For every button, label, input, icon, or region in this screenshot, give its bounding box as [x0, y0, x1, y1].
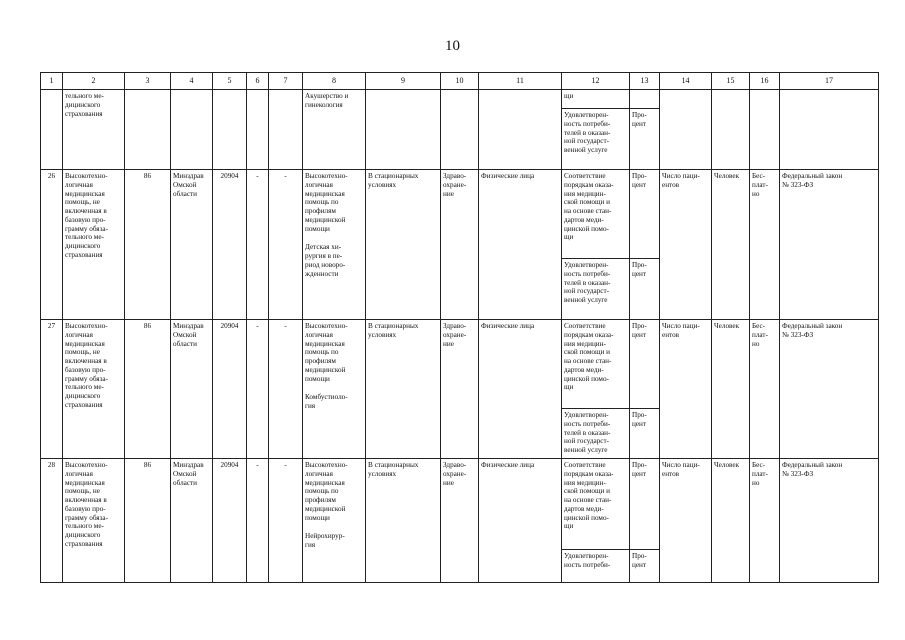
col-header: 7 [269, 73, 303, 90]
col-header: 17 [780, 73, 879, 90]
indicator-cell: Удовлетворен- ность потреби- телей в оказан- ной государст- венной услуге [562, 259, 630, 320]
col-header: 8 [303, 73, 366, 90]
col-header: 9 [366, 73, 441, 90]
content-text: Высокотехно- логичная медицинская помощь по профилям медицинской помощи [305, 172, 348, 233]
col-header: 2 [63, 73, 125, 90]
page-number: 10 [445, 38, 460, 54]
consumers-cell: Физические лица [479, 459, 562, 583]
col-header: 12 [562, 73, 630, 90]
unit-cell: Про- цент [630, 550, 660, 583]
org-cell: Минздрав Омской области [171, 320, 213, 459]
col6-cell: - [247, 459, 269, 583]
okved-cell: 20904 [213, 459, 247, 583]
code-cell: 86 [125, 459, 171, 583]
col-header: 10 [441, 73, 479, 90]
service-name-cell: Высокотехно- логичная медицинская помощь, не включенная в базовую про- грамму обяза- тельного ме- дицинского страхования [63, 459, 125, 583]
conditions-cell: В стационарных условиях [366, 459, 441, 583]
indicator-cell: Удовлетворен- ность потреби- телей в оказан- ной государст- венной услуге [562, 109, 630, 170]
profile-text: Комбустиоло- гия [305, 393, 348, 411]
content-cell [303, 170, 366, 320]
table-row [41, 170, 879, 259]
table-row [41, 320, 879, 409]
col-header: 15 [712, 73, 750, 90]
col-header: 5 [213, 73, 247, 90]
sector-cell: Здраво- охране- ние [441, 170, 479, 320]
unit-cell: Про- цент [630, 170, 660, 259]
col6-cell: - [247, 170, 269, 320]
unit-cell: Про- цент [630, 459, 660, 550]
col7-cell: - [269, 320, 303, 459]
row-number: 27 [41, 320, 63, 459]
content-cell: Акушерство и гинекология [303, 90, 366, 170]
org-cell: Минздрав Омской области [171, 170, 213, 320]
indicator-cell: Удовлетворен- ность потреби- [562, 550, 630, 583]
unit-cell: Про- цент [630, 259, 660, 320]
conditions-cell: В стационарных условиях [366, 170, 441, 320]
law-cell: Федеральный закон № 323-ФЗ [780, 459, 879, 583]
volume-cell: Число паци- ентов [660, 459, 712, 583]
service-name-cell: тельного ме- дицинского страхования [63, 90, 125, 170]
col-header: 14 [660, 73, 712, 90]
volume-unit-cell: Человек [712, 459, 750, 583]
col-header: 3 [125, 73, 171, 90]
col-header: 1 [41, 73, 63, 90]
sector-cell: Здраво- охране- ние [441, 459, 479, 583]
org-cell: Минздрав Омской области [171, 459, 213, 583]
indicator-cell: Соответствие порядкам оказа- ния медицин- ской помощи и на основе стан- дартов меди- цинской помо- щи [562, 320, 630, 409]
consumers-cell: Физические лица [479, 320, 562, 459]
volume-cell: Число паци- ентов [660, 170, 712, 320]
volume-unit-cell: Человек [712, 320, 750, 459]
col-header: 16 [750, 73, 780, 90]
unit-cell: Про- цент [630, 320, 660, 409]
code-cell: 86 [125, 170, 171, 320]
row-number: 28 [41, 459, 63, 583]
content-text: Высокотехно- логичная медицинская помощь по профилям медицинской помощи [305, 322, 348, 383]
content-text: Высокотехно- логичная медицинская помощь по профилям медицинской помощи [305, 461, 348, 522]
col7-cell: - [269, 170, 303, 320]
col-header: 6 [247, 73, 269, 90]
law-cell: Федеральный закон № 323-ФЗ [780, 320, 879, 459]
col-header: 13 [630, 73, 660, 90]
content-cell [303, 320, 366, 459]
consumers-cell: Физические лица [479, 170, 562, 320]
col7-cell: - [269, 459, 303, 583]
services-table [40, 72, 879, 583]
conditions-cell: В стационарных условиях [366, 320, 441, 459]
col6-cell: - [247, 320, 269, 459]
indicator-cell: Соответствие порядкам оказа- ния медицин- ской помощи и на основе стан- дартов меди- цинской помо- щи [562, 170, 630, 259]
table-row-continuation [41, 90, 879, 109]
indicator-cell: Соответствие порядкам оказа- ния медицин- ской помощи и на основе стан- дартов меди- цинской помо- щи [562, 459, 630, 550]
code-cell: 86 [125, 320, 171, 459]
payment-cell: Бес- плат- но [750, 320, 780, 459]
okved-cell: 20904 [213, 170, 247, 320]
volume-cell: Число паци- ентов [660, 320, 712, 459]
sector-cell: Здраво- охране- ние [441, 320, 479, 459]
table-row [41, 459, 879, 550]
unit-cell: Про- цент [630, 409, 660, 459]
row-number: 26 [41, 170, 63, 320]
profile-text: Детская хи- рургия в пе- риод новоро- жденности [305, 243, 346, 278]
service-name-cell: Высокотехно- логичная медицинская помощь, не включенная в базовую про- грамму обяза- тельного ме- дицинского страхования [63, 320, 125, 459]
content-cell [303, 459, 366, 583]
okved-cell: 20904 [213, 320, 247, 459]
profile-text: Нейрохирур- гия [305, 532, 345, 550]
indicator-cell: щи [562, 90, 630, 109]
payment-cell: Бес- плат- но [750, 170, 780, 320]
law-cell: Федеральный закон № 323-ФЗ [780, 170, 879, 320]
unit-cell: Про- цент [630, 109, 660, 170]
volume-unit-cell: Человек [712, 170, 750, 320]
service-name-cell: Высокотехно- логичная медицинская помощь, не включенная в базовую про- грамму обяза- тельного ме- дицинского страхования [63, 170, 125, 320]
header-row [41, 73, 879, 90]
col-header: 4 [171, 73, 213, 90]
col-header: 11 [479, 73, 562, 90]
indicator-cell: Удовлетворен- ность потреби- телей в оказан- ной государст- венной услуге [562, 409, 630, 459]
payment-cell: Бес- плат- но [750, 459, 780, 583]
